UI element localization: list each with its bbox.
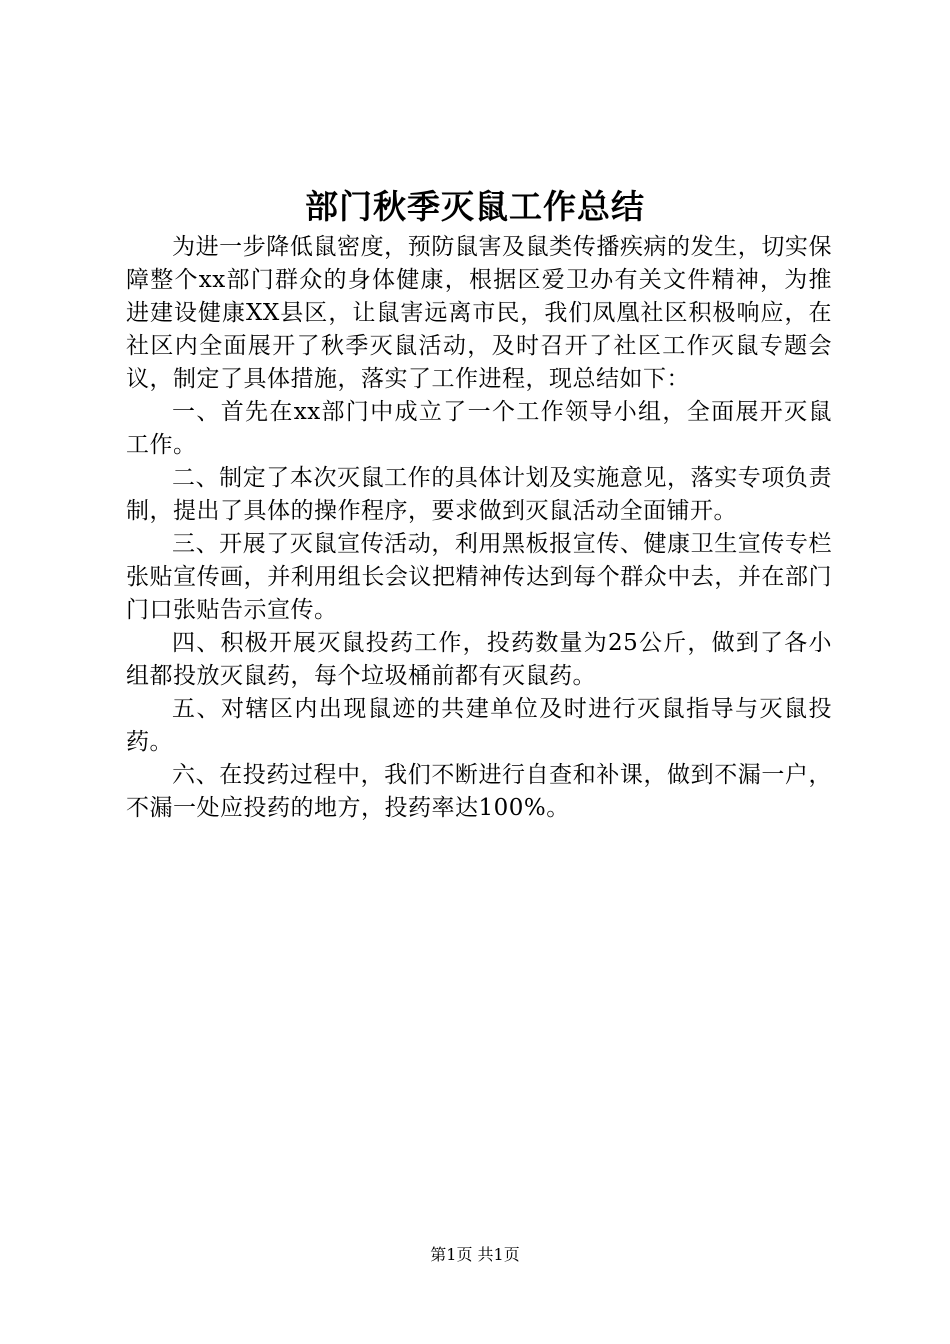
paragraph-item-4: 四、积极开展灭鼠投药工作，投药数量为25公斤，做到了各小组都投放灭鼠药，每个垃圾桶前都有灭鼠药。 — [126, 630, 832, 689]
page-number-footer: 第1页 共1页 — [430, 1245, 520, 1264]
paragraph-item-1: 一、首先在xx部门中成立了一个工作领导小组，全面展开灭鼠工作。 — [126, 399, 832, 458]
paragraph-item-6: 六、在投药过程中，我们不断进行自查和补课，做到不漏一户，不漏一处应投药的地方，投药率达100%。 — [126, 762, 832, 821]
document-body — [126, 231, 832, 825]
paragraph-item-3: 三、开展了灭鼠宣传活动，利用黑板报宣传、健康卫生宣传专栏张贴宣传画，并利用组长会议把精神传达到每个群众中去，并在部门门口张贴告示宣传。 — [126, 531, 832, 623]
paragraph-intro: 为进一步降低鼠密度，预防鼠害及鼠类传播疾病的发生，切实保障整个xx部门群众的身体健康，根据区爱卫办有关文件精神，为推进建设健康XX县区，让鼠害远离市民，我们凤凰社区积极响应，在社区内全面展开了秋季灭鼠活动，及时召开了社区工作灭鼠专题会议，制定了具体措施，落实了工作进程，现总结如下： — [126, 234, 832, 392]
paragraph-item-2: 二、制定了本次灭鼠工作的具体计划及实施意见，落实专项负责制，提出了具体的操作程序，要求做到灭鼠活动全面铺开。 — [126, 465, 832, 524]
paragraph-item-5: 五、对辖区内出现鼠迹的共建单位及时进行灭鼠指导与灭鼠投药。 — [126, 696, 832, 755]
document-title: 部门秋季灭鼠工作总结 — [305, 187, 645, 226]
